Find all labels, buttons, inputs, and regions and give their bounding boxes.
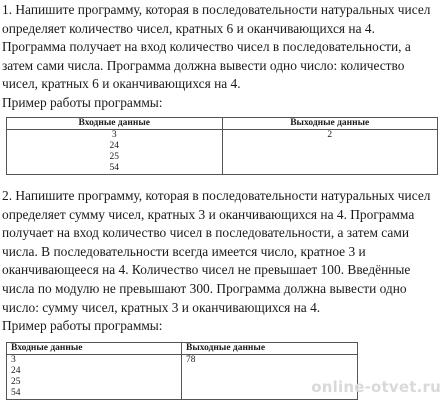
- input-value: 24: [109, 141, 119, 151]
- input-cell: [7, 130, 223, 175]
- table-header-row: [7, 118, 438, 130]
- task-2-line: получает на вход количество чисел в последовательности, а затем сами: [2, 225, 410, 241]
- table-row: [7, 130, 438, 175]
- task-2-example-table: [6, 342, 358, 400]
- task-1-line: затем сами числа. Программа должна вывести одно число: количество: [2, 57, 405, 73]
- task-1-line: Программа получает на вход количество чисел в последовательности, а: [2, 39, 411, 55]
- task-2-line: оканчивающееся на 4. Количество чисел не превышает 100. Введённые: [2, 262, 411, 278]
- task-2-line: числа. В последовательности всегда имеется число, кратное 3 и: [2, 243, 366, 259]
- task-1-line: чисел, кратных 6 и оканчивающихся на 4.: [2, 76, 241, 92]
- input-value: 25: [109, 152, 119, 162]
- input-value: 54: [109, 163, 119, 173]
- task-2-line: числа по модулю не превышают 300. Программа должна вывести одно: [2, 280, 407, 296]
- task-1-line: определяет количество чисел, кратных 6 и оканчивающихся на 4.: [2, 20, 375, 36]
- input-cell: [7, 355, 182, 400]
- output-cell: 78: [182, 355, 358, 400]
- task-2-line: число: сумму чисел, кратных 3 и оканчивающихся на 4.: [2, 299, 321, 315]
- task-1-example-label: Пример работы программы:: [2, 94, 163, 110]
- input-value: 54: [11, 388, 21, 398]
- task-2-text: [2, 187, 442, 336]
- input-header: Входные данные: [7, 118, 223, 130]
- input-value: 24: [11, 366, 21, 376]
- input-header: Входные данные: [7, 343, 182, 355]
- site-watermark: online-otvet.ru: [311, 378, 441, 396]
- task-1-text: [2, 1, 442, 113]
- task-1-example-table: [6, 117, 438, 175]
- input-value: 3: [111, 130, 117, 140]
- task-2-line: определяет сумму чисел, кратных 3 и оканчивающихся на 4. Программа: [2, 206, 415, 222]
- input-value: 25: [11, 377, 21, 387]
- table-row: [7, 355, 358, 400]
- table-header-row: [7, 343, 358, 355]
- output-cell: 2: [222, 130, 438, 175]
- output-header: Выходные данные: [222, 118, 438, 130]
- task-2-line: 2. Напишите программу, которая в последовательности натуральных чисел: [2, 188, 431, 203]
- task-2-example-label: Пример работы программы:: [2, 318, 163, 334]
- output-header: Выходные данные: [182, 343, 358, 355]
- task-1-line: 1. Напишите программу, которая в последовательности натуральных чисел: [2, 2, 431, 17]
- input-value: 3: [11, 355, 16, 365]
